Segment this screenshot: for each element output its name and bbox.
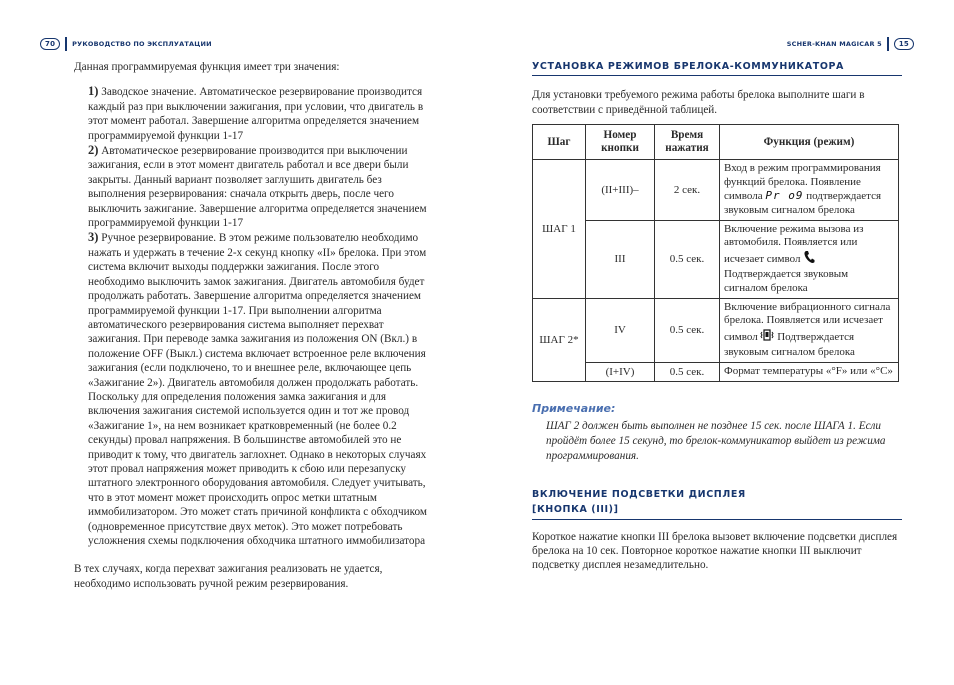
button-cell: (II+III)–: [586, 160, 655, 220]
function-text: Включение вибрационного сигнала брелока. Появляется или исчезает символ: [724, 300, 891, 343]
option-number: 3): [88, 230, 99, 245]
time-cell: 0.5 сек.: [655, 362, 720, 381]
right-page-body: [532, 60, 902, 573]
modes-table: [532, 124, 899, 382]
function-text: Включение режима вызова из автомобиля. Появляется или исчезает символ: [724, 222, 864, 265]
button-cell: (I+IV): [586, 362, 655, 381]
function-text: Подтверждается звуковым сигналом брелока: [724, 330, 855, 359]
left-page-header: [40, 37, 212, 51]
phone-icon: [803, 250, 815, 269]
section-backlight-text: Короткое нажатие кнопки III брелока вызовет включение подсветки дисплея брелока на 10 сек. Повторное короткое нажатие кнопки III выключит подсветку дисплея незамедлительно.: [532, 530, 898, 572]
left-header-title: РУКОВОДСТВО ПО ЭКСПЛУАТАЦИИ: [72, 40, 212, 48]
function-text: Вход в режим программирования функций брелока. Появление символа: [724, 162, 881, 203]
col-header-button: Номер кнопки: [586, 125, 655, 160]
outro-paragraph: В тех случаях, когда перехват зажигания реализовать не удается, необходимо использовать ручной режим резервирования.: [74, 563, 383, 590]
right-header-title: SCHER-KHAN MAGICAR 5: [786, 40, 882, 48]
time-cell: 2 сек.: [655, 160, 720, 220]
function-cell: [720, 220, 899, 298]
section-title-modes: УСТАНОВКА РЕЖИМОВ БРЕЛОКА-КОММУНИКАТОРА: [532, 60, 902, 76]
table-row: [533, 362, 899, 381]
function-text: Подтверждается звуковым сигналом брелока: [724, 268, 849, 294]
option-number: 1): [88, 84, 99, 99]
header-divider: [887, 37, 889, 51]
function-cell: Формат температуры «°F» или «°C»: [720, 362, 899, 381]
button-cell: III: [586, 220, 655, 298]
button-cell: IV: [586, 298, 655, 362]
note-text: ШАГ 2 должен быть выполнен не позднее 15 сек. после ШАГА 1. Если пройдёт более 15 секунд, то брелок-коммуникатор выйдет из режима программирования.: [546, 419, 886, 462]
left-page-number: 70: [40, 38, 60, 50]
option-item: [74, 230, 436, 548]
time-cell: 0.5 сек.: [655, 298, 720, 362]
table-row: [533, 160, 899, 220]
col-header-step: Шаг: [533, 125, 586, 160]
step-cell: ШАГ 2*: [533, 298, 586, 382]
table-header-row: [533, 125, 899, 160]
left-page-body: [74, 60, 436, 591]
option-text: Заводское значение. Автоматическое резервирование производится каждый раз при выключении зажигания, при условии, что двигатель в этот момент работал. Завершение алгоритма определяется значением программируемой функции 1-17: [88, 86, 424, 142]
option-item: [74, 84, 436, 143]
table-row: [533, 298, 899, 362]
header-divider: [65, 37, 67, 51]
col-header-time: Время нажатия: [655, 125, 720, 160]
option-text: Автоматическое резервирование производится при выключении зажигания, если в этот момент двигатель работал и все двери были закрыты. Данный вариант позволяет заглушить двигатель без выполнения резервирования: сначала открыть дверь, после чего выключить зажигание. Завершение алгоритма определяется значением программируемой функции 1-17: [88, 145, 427, 230]
section-subtitle-backlight: [КНОПКА (III)]: [532, 503, 902, 519]
program-symbol-display: Pr o9: [765, 189, 804, 203]
function-cell: [720, 298, 899, 362]
step-cell: ШАГ 1: [533, 160, 586, 298]
section-title-backlight: ВКЛЮЧЕНИЕ ПОДСВЕТКИ ДИСПЛЕЯ: [532, 488, 746, 500]
intro-paragraph: Данная программируемая функция имеет три значения:: [74, 61, 340, 73]
function-cell: [720, 160, 899, 220]
right-page-header: [787, 37, 914, 51]
right-page-number: 15: [894, 38, 914, 50]
vibration-icon: [760, 328, 774, 347]
section-modes-text: Для установки требуемого режима работы брелока выполните шаги в соответствии с приведённой таблицей.: [532, 89, 865, 116]
function-text: подтверждается звуковым сигналом брелока: [724, 190, 882, 216]
time-cell: 0.5 сек.: [655, 220, 720, 298]
option-text: Ручное резервирование. В этом режиме пользователю необходимо нажать и удержать в течение 2-х секунд кнопку «II» брелока. При этом система включит выходы поддержки зажигания. После этого необходимо выключить замок зажигания. Двигатель автомобиля будет продолжать работать. Завершение алгоритма определяется значением программируемой функции 1-17. При выполнении алгоритма автоматического резервирования система выполняет перехват зажигания. При переводе замка зажигания из положения ON (Вкл.) в положение OFF (Выкл.) система включает встроенное реле включения зажигания (если подключено, то и внешнее реле, включающее цепь «Зажигание 2»). Двигатель автомобиля должен продолжать работать. Поскольку для определения положения замка зажигания и для включения зажигания системой используется один и тот же провод «Зажигание 1», на нем возникает кратковременный (не более 0.2 секунды) провал напряжения. В большинстве автомобилей это не приводит к тому, что двигатель заглохнет. Однако в некоторых случаях этот провал напряжения может приводить к сбою или перезапуску штатного электронного оборудования автомобиля. Следует учитывать, что в этот момент может происходить опрос метки штатным иммобилизатором. Это может стать причиной конфликта с обходчиком (одновременное присутствие двух меток). Это может потребовать усложнения схемы подключения обходчика штатного иммобилизатора: [88, 232, 427, 547]
table-row: [533, 220, 899, 298]
option-number: 2): [88, 143, 99, 158]
note-heading: Примечание:: [532, 402, 616, 416]
col-header-function: Функция (режим): [720, 125, 899, 160]
option-item: [74, 143, 436, 230]
